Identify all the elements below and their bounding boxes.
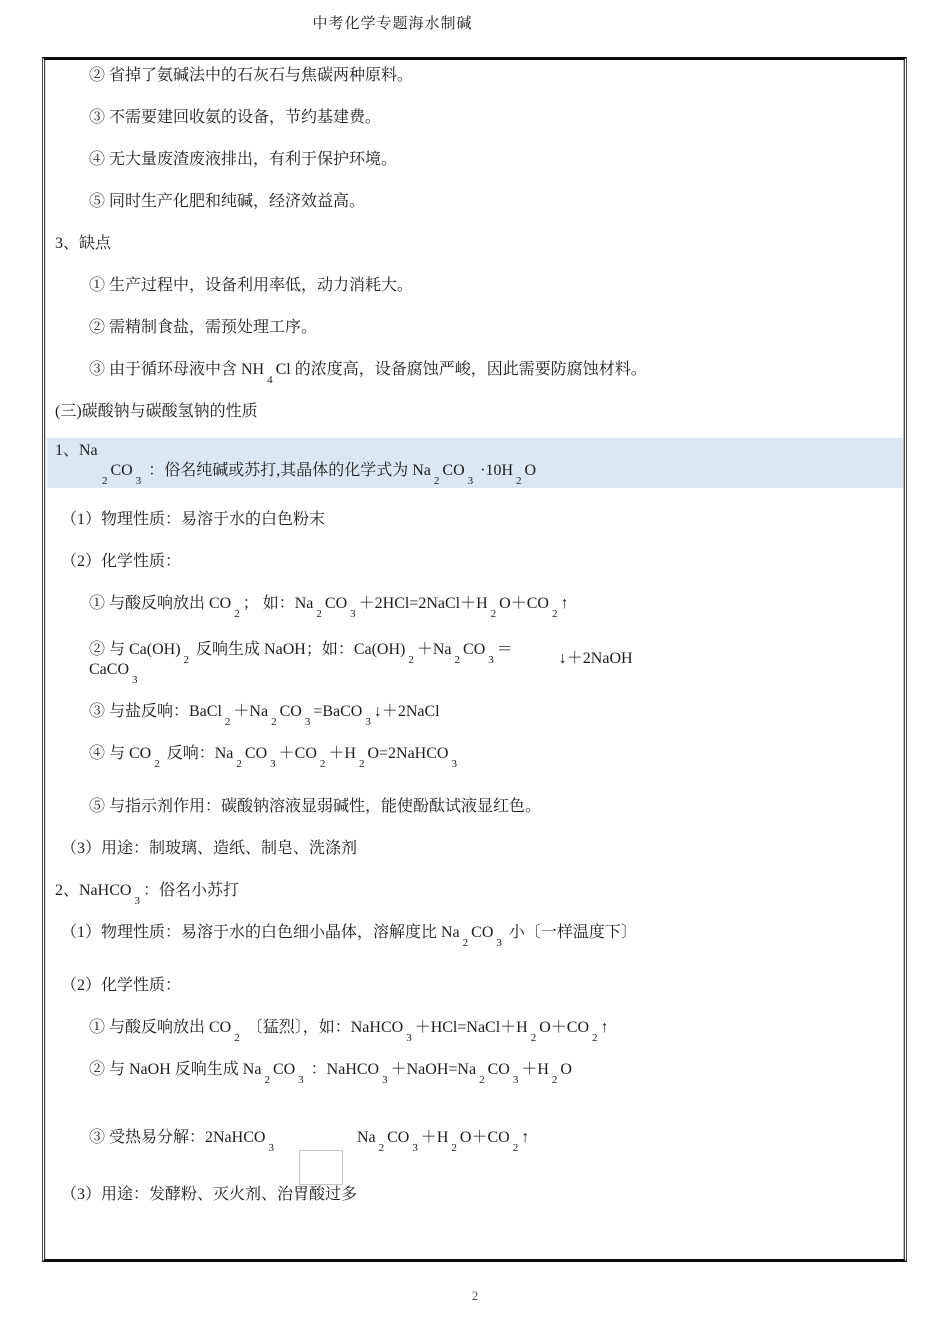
subscript: 3 [134,895,140,907]
text-run: CO [387,1129,410,1146]
subscript: 3 [268,1142,274,1154]
text-line [89,192,896,212]
text-run: ③ 与盐反响：BaCl [89,703,222,720]
text-run: ＋CO [278,745,317,762]
na2co3-reaction-salt [53,702,896,728]
text-run: O [560,1061,572,1078]
subscript: 2 [408,654,414,666]
section-3-heading [53,402,896,422]
text-run: =BaCO [313,703,363,720]
text-run: ＋H [521,1061,549,1078]
text-run: ④ 与 CO [89,745,152,762]
text-run: CO [442,462,465,479]
subscript: 2 [479,1074,485,1086]
text-line [89,594,896,620]
disadvantages-heading [53,234,896,254]
text-run: 反响生成 NaOH；如：Ca(OH) [192,641,406,658]
na2co3-reaction-co2 [53,744,896,770]
text-line [89,318,896,338]
text-run: 3、缺点 [55,235,112,252]
advantage-item-3 [53,108,896,128]
nahco3-chemical-properties-heading [53,976,896,996]
subscript: 3 [496,937,502,949]
subscript: 3 [488,654,494,666]
text-line [89,640,896,667]
advantage-item-4 [53,150,896,170]
text-line [61,923,896,949]
subscript: 2 [592,1032,598,1044]
text-run: CO [279,703,302,720]
lowered-text-run: ↓＋2NaOH [558,650,633,667]
text-run: O [524,462,537,479]
subscript: 2 [234,608,240,620]
text-run: （3）用途：制玻璃、造纸、制皂、洗涤剂 [61,840,358,857]
text-run: ② 需精制食盐，需预处理工序。 [89,319,318,336]
text-line [89,702,896,728]
subscript: 3 [365,716,371,728]
subscript: 3 [451,758,457,770]
subscript: 2 [234,1032,240,1044]
text-run: 小〔一样温度下〕 [504,924,637,941]
text-run: （1）物理性质：易溶于水的白色细小晶体，溶解度比 Na [61,924,460,941]
text-run: O＋CO [539,1019,590,1036]
subscript: 2 [316,608,322,620]
text-run: ① 与酸反响放出 CO [89,595,232,612]
na2co3-uses [53,839,896,859]
subscript: 3 [298,1074,304,1086]
subscript: 3 [132,674,138,686]
subscript: 2 [264,1074,270,1086]
text-run: CO [110,462,133,479]
text-run: （1）物理性质：易溶于水的白色粉末 [61,511,326,528]
text-run: CO [471,924,494,941]
text-run: 1、Na [55,442,98,459]
na2co3-indicator [53,797,896,817]
text-run: ＝ [496,641,513,658]
subscript: 3 [512,1074,519,1086]
text-line [55,234,896,254]
text-run: (三)碳酸钠与碳酸氢钠的性质 [55,403,258,420]
subscript: 3 [382,1074,388,1086]
subscript: 3 [350,608,356,620]
text-run: ② 与 NaOH 反响生成 Na [89,1061,262,1078]
text-run: ↑ [600,1019,609,1036]
advantage-item-2 [53,66,896,86]
text-run: CO [463,641,486,658]
subscript: 3 [467,475,474,487]
text-run: CO [487,1061,510,1078]
text-run: ⑤ 同时生产化肥和纯碱，经济效益高。 [89,193,366,210]
text-run: ③ 由于循环母液中含 NH [89,361,265,378]
nahco3-physical-properties [53,923,896,949]
text-run: ＋H [328,745,356,762]
text-run: ·10H [476,462,514,479]
subscript: 2 [236,758,242,770]
text-run: （2）化学性质： [61,553,182,570]
subscript: 2 [378,1142,385,1154]
text-run: ③ 受热易分解：2NaHCO [89,1129,266,1146]
text-run: CO [244,745,268,762]
text-line [55,402,896,422]
text-run: 反响：Na [162,745,234,762]
text-run: ＋HCl=NaCl＋H [414,1019,528,1036]
text-run: ④ 无大量废渣废液排出，有利于保护环境。 [89,151,398,168]
subscript: 3 [135,475,142,487]
subscript: 2 [462,937,469,949]
subscript: 3 [412,1142,418,1154]
text-run: ① 与酸反响放出 CO [89,1019,232,1036]
text-run: CaCO [89,661,129,678]
text-run: ② 省掉了氨碱法中的石灰石与焦碳两种原料。 [89,67,414,84]
disadvantage-item-2 [53,318,896,338]
text-line [55,442,897,460]
text-run: ↓＋2NaCl [373,703,440,720]
nahco3-uses [53,1185,896,1205]
text-run: ：NaHCO [306,1061,380,1078]
text-run: ； 如：Na [242,595,314,612]
text-run: ↑ [521,1129,530,1146]
disadvantage-item-3 [53,360,896,386]
text-run: ：俗名纯碱或苏打,其晶体的化学式为 Na [144,462,431,479]
text-line [61,510,896,530]
subscript: 2 [516,475,522,487]
text-line [89,1128,896,1154]
nahco3-decomposition [53,1128,896,1154]
subscript: 2 [154,758,160,770]
text-line [61,839,896,859]
text-run: ＋Na [416,641,452,658]
subscript: 2 [451,1142,457,1154]
sodium-carbonate-definition [47,438,903,488]
placeholder-box [299,1140,341,1142]
text-line [61,1185,896,1205]
text-line [89,276,896,296]
document-body [53,66,896,1205]
text-run: （3）用途：发酵粉、灭火剂、治胃酸过多 [61,1186,358,1203]
text-run: O＋CO [499,595,549,612]
text-run: ⑤ 与指示剂作用：碳酸钠溶液显弱碱性，能使酚酞试液显红色。 [89,798,542,815]
na2co3-reaction-acid [53,594,896,620]
text-line [89,1018,896,1044]
text-line [55,881,896,907]
text-run: ＋H [420,1129,449,1146]
text-line [89,108,896,128]
subscript: 2 [530,1032,537,1044]
subscript: 2 [183,654,190,666]
text-line [61,552,896,572]
subscript: 2 [102,475,108,487]
subscript: 4 [267,374,273,386]
subscript: 3 [304,716,311,728]
subscript: 2 [551,608,558,620]
subscript: 2 [271,716,277,728]
subscript: 2 [224,716,231,728]
text-run: O＋CO [459,1129,510,1146]
text-line [61,976,896,996]
footer-page-number: 2 [471,1288,479,1303]
na2co3-reaction-caoh2 [53,640,896,686]
text-run: ① 生产过程中，设备利用率低，动力消耗大。 [89,277,414,294]
subscript: 2 [454,654,461,666]
sodium-bicarbonate-heading [53,881,896,907]
subscript: 2 [433,475,440,487]
subscript: 2 [490,608,497,620]
text-run: ＋2HCl=2NaCl＋H [358,595,488,612]
text-run: （2）化学性质： [61,977,182,994]
text-run: ③ 不需要建回收氨的设备，节约基建费。 [89,109,382,126]
document-border-box [42,57,907,1262]
text-run: CO [272,1061,296,1078]
subscript: 2 [319,758,326,770]
text-run: ：俗名小苏打 [142,882,239,899]
text-run: 2、NaHCO [55,882,132,899]
text-run: Na [356,1129,376,1146]
text-line [89,1060,896,1086]
text-run: CO [324,595,348,612]
subscript: 3 [270,758,276,770]
text-line [89,66,896,86]
page-header-title: 中考化学专题海水制碱 [312,16,473,32]
text-run: O=2NaHCO [367,745,449,762]
subscript: 3 [406,1032,412,1044]
disadvantage-item-1 [53,276,896,296]
text-run: ＋Na [233,703,269,720]
text-run: 〔猛烈〕，如：NaHCO [242,1019,404,1036]
text-line [89,797,896,817]
text-run: ② 与 Ca(OH) [89,641,181,658]
text-line [89,360,896,386]
text-run: Cl 的浓度高，设备腐蚀严峻，因此需要防腐蚀材料。 [275,361,647,378]
text-line [55,462,897,487]
advantage-item-5 [53,192,896,212]
nahco3-reaction-naoh [53,1060,896,1086]
na2co3-physical-properties [53,510,896,530]
text-line [89,150,896,170]
subscript: 2 [512,1142,519,1154]
subscript: 2 [551,1074,558,1086]
text-run: ＋NaOH=Na [390,1061,477,1078]
text-line [89,744,896,770]
nahco3-reaction-acid [53,1018,896,1044]
text-run: ↑ [560,595,569,612]
na2co3-chemical-properties-heading [53,552,896,572]
subscript: 2 [358,758,365,770]
